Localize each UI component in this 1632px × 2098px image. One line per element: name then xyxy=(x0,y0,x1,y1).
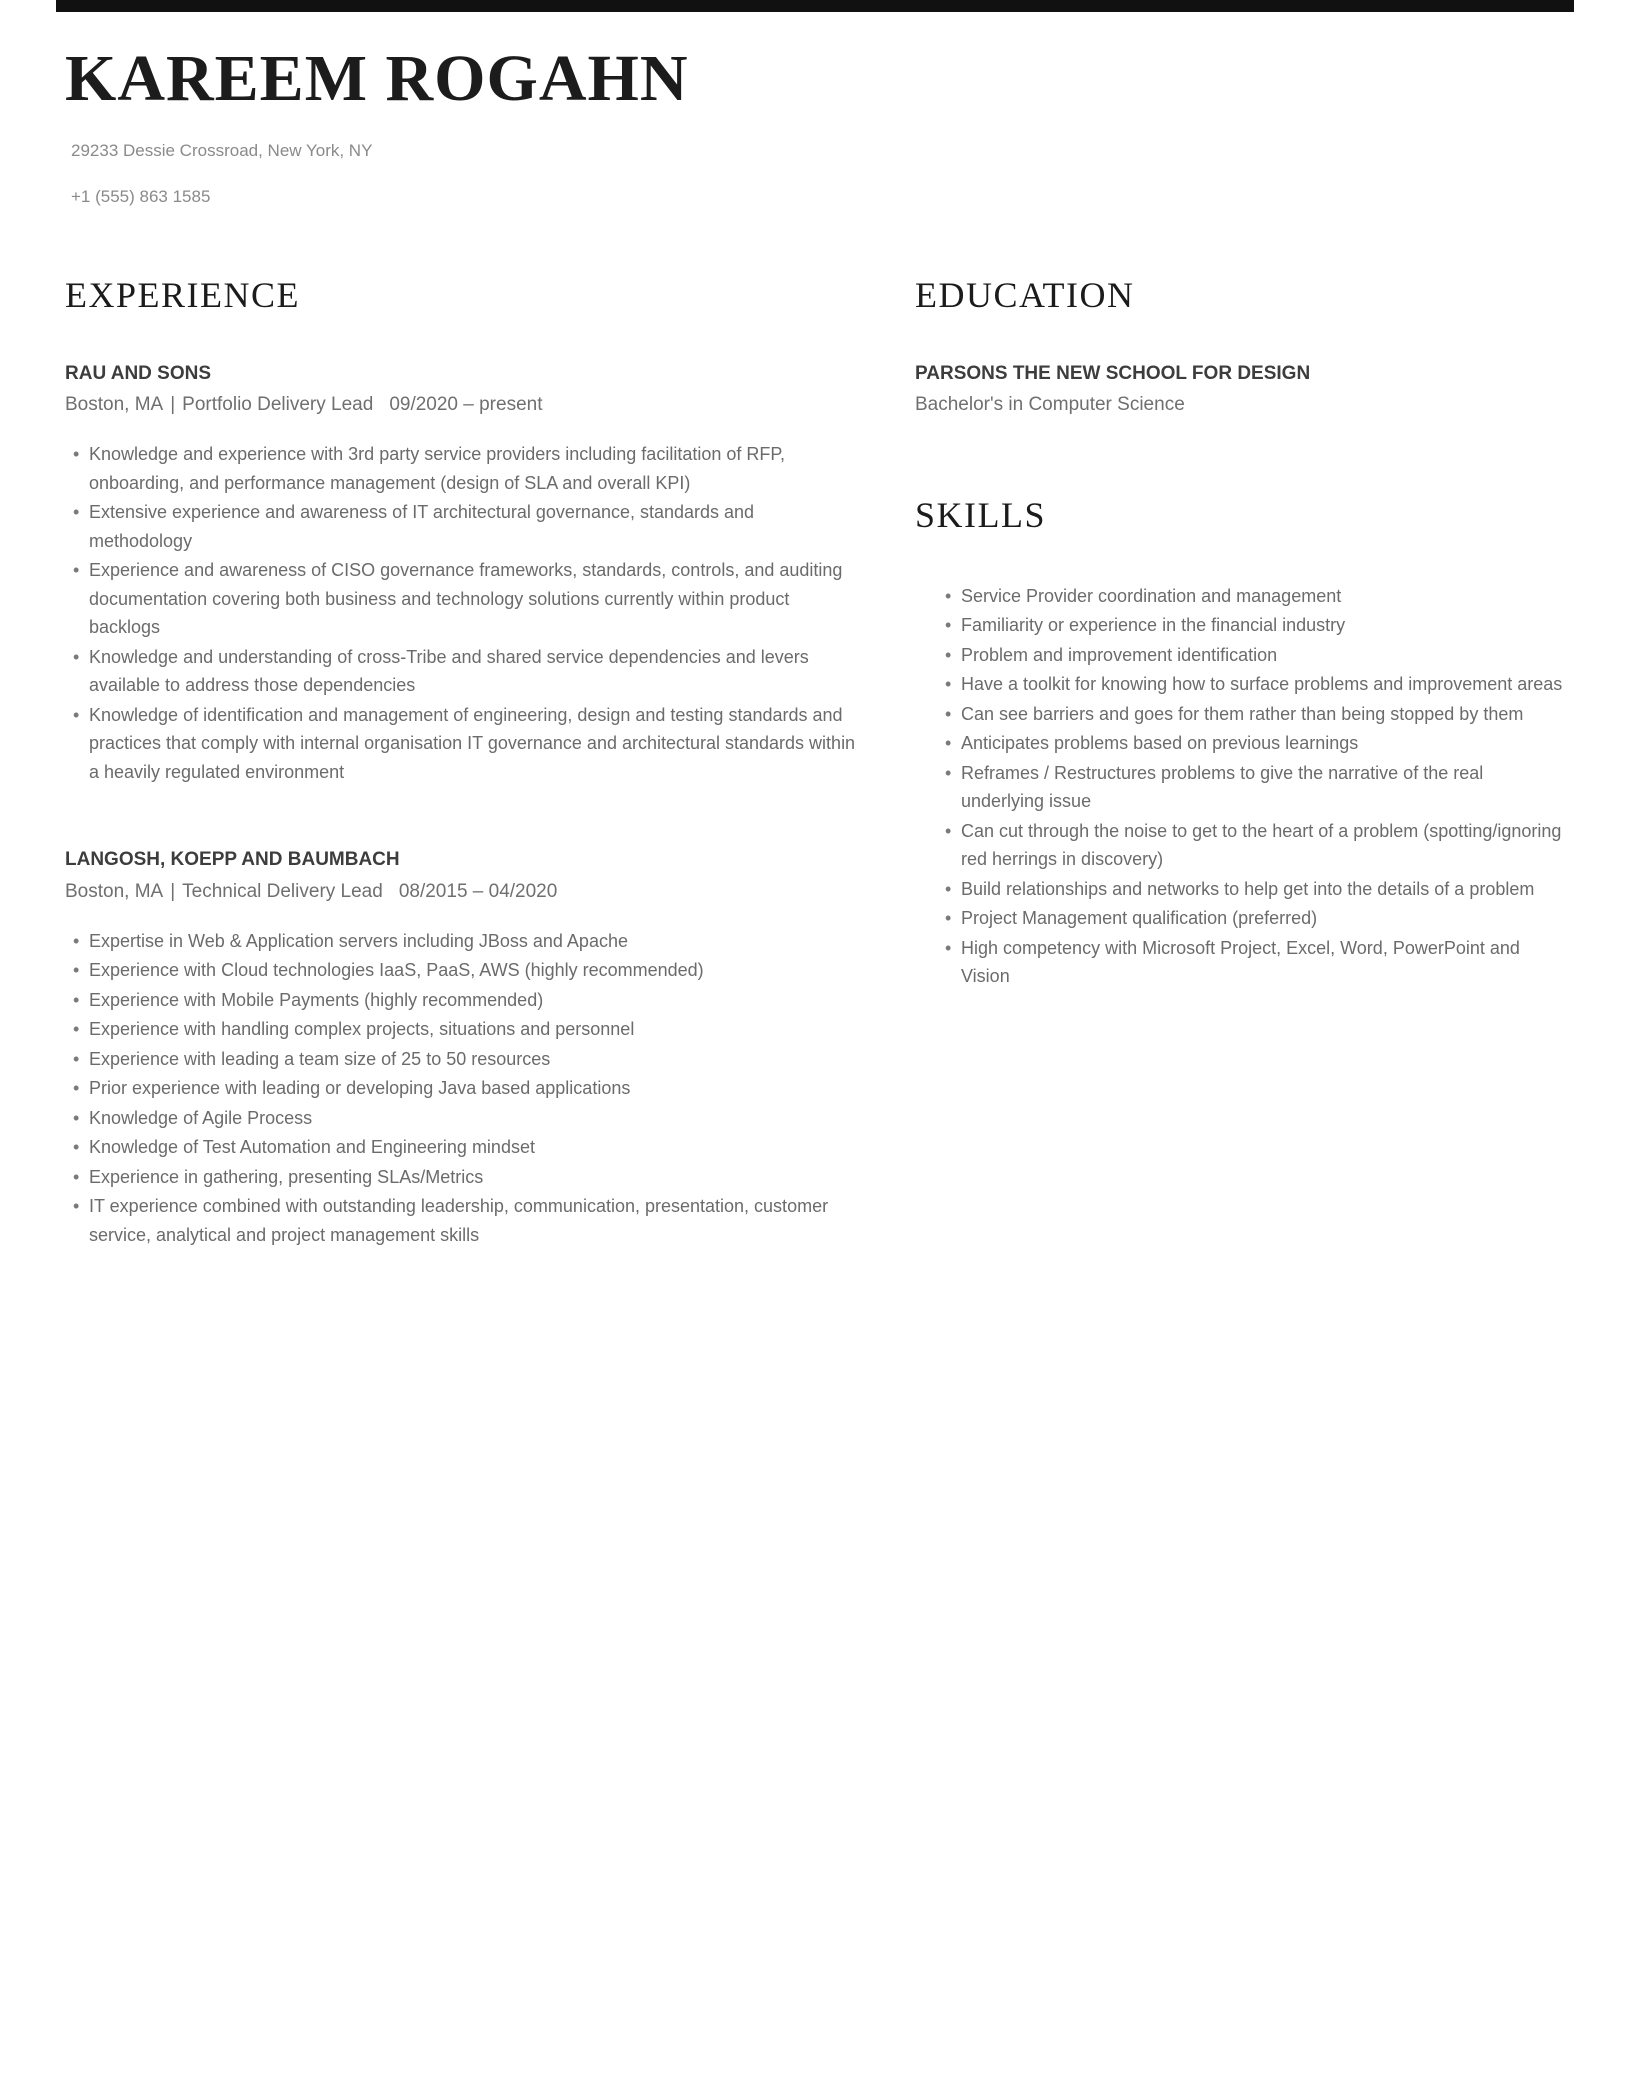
skill-item: • Service Provider coordination and management xyxy=(961,582,1565,611)
experience-title: EXPERIENCE xyxy=(65,275,300,316)
skill-item: • Have a toolkit for knowing how to surface problems and improvement areas xyxy=(961,670,1565,699)
job-entry-rau-and-sons xyxy=(65,362,860,786)
resume-header xyxy=(65,0,1570,208)
job-bullet-item: • Knowledge and understanding of cross-Tribe and shared service dependencies and levers available to address those dependencies xyxy=(89,643,860,700)
skills-title: SKILLS xyxy=(915,495,1047,536)
job-bullet-item: • Experience with handling complex projects, situations and personnel xyxy=(89,1015,860,1044)
job-meta xyxy=(65,393,860,418)
job-bullet-list xyxy=(65,440,860,786)
content-columns xyxy=(65,276,1570,1250)
skill-item: • Build relationships and networks to help get into the details of a problem xyxy=(961,875,1565,904)
top-accent-bar xyxy=(56,0,1574,12)
job-entry-langosh-koepp-baumbach xyxy=(65,848,860,1249)
skill-item: • Familiarity or experience in the financial industry xyxy=(961,611,1565,640)
job-location: Boston, MA xyxy=(65,880,164,902)
skills-list xyxy=(915,582,1565,991)
education-body xyxy=(915,362,1565,418)
right-column xyxy=(915,276,1565,1250)
job-meta xyxy=(65,880,860,905)
job-bullet-item: • Experience with Cloud technologies IaaS, PaaS, AWS (highly recommended) xyxy=(89,956,860,985)
school-name: PARSONS THE NEW SCHOOL FOR DESIGN xyxy=(915,362,1311,384)
job-bullet-item: • IT experience combined with outstanding leadership, communication, presentation, customer service, analytical and project management skills xyxy=(89,1192,860,1249)
job-bullet-item: • Experience with leading a team size of 25 to 50 resources xyxy=(89,1045,860,1074)
company-name: LANGOSH, KOEPP AND BAUMBACH xyxy=(65,849,400,871)
job-bullet-item: • Knowledge of identification and management of engineering, design and testing standards and practices that comply with internal organisation IT governance and architectural standards within a heavily regulated environment xyxy=(89,701,860,787)
job-bullet-item: • Experience with Mobile Payments (highly recommended) xyxy=(89,986,860,1015)
skill-item: • High competency with Microsoft Project, Excel, Word, PowerPoint and Vision xyxy=(961,934,1565,991)
experience-section xyxy=(65,276,860,1250)
job-bullet-item: • Knowledge of Test Automation and Engineering mindset xyxy=(89,1133,860,1162)
job-dates: 09/2020 – present xyxy=(389,394,543,416)
skill-item: • Problem and improvement identification xyxy=(961,641,1565,670)
job-bullet-item: • Experience and awareness of CISO governance frameworks, standards, controls, and auditing documentation covering both business and technology solutions currently within product backlogs xyxy=(89,556,860,642)
company-name: RAU AND SONS xyxy=(65,362,212,384)
skills-section xyxy=(915,496,1565,991)
education-section xyxy=(915,276,1565,418)
job-bullet-item: • Extensive experience and awareness of IT architectural governance, standards and methodology xyxy=(89,498,860,555)
skill-item: • Can see barriers and goes for them rather than being stopped by them xyxy=(961,700,1565,729)
job-role: Technical Delivery Lead xyxy=(182,880,383,902)
meta-separator: | xyxy=(170,880,176,902)
job-location: Boston, MA xyxy=(65,394,164,416)
job-bullet-item: • Expertise in Web & Application servers including JBoss and Apache xyxy=(89,927,860,956)
skill-item: • Project Management qualification (preferred) xyxy=(961,904,1565,933)
job-dates: 08/2015 – 04/2020 xyxy=(398,880,558,902)
education-title: EDUCATION xyxy=(915,275,1135,316)
phone-text: +1 (555) 863 1585 xyxy=(71,187,211,207)
job-bullet-item: • Knowledge and experience with 3rd party service providers including facilitation of RFP, onboarding, and performance management (design of SLA and overall KPI) xyxy=(89,440,860,497)
skill-item: • Reframes / Restructures problems to give the narrative of the real underlying issue xyxy=(961,759,1565,816)
experience-body xyxy=(65,362,860,1249)
degree-text: Bachelor's in Computer Science xyxy=(915,394,1185,416)
job-bullet-item: • Prior experience with leading or developing Java based applications xyxy=(89,1074,860,1103)
person-name: KAREEM ROGAHN xyxy=(65,42,689,115)
meta-separator: | xyxy=(170,394,176,416)
skill-item: • Can cut through the noise to get to the heart of a problem (spotting/ignoring red herrings in discovery) xyxy=(961,817,1565,874)
job-role: Portfolio Delivery Lead xyxy=(182,394,374,416)
contact-info xyxy=(65,140,1570,208)
address-text: 29233 Dessie Crossroad, New York, NY xyxy=(71,141,373,160)
job-bullet-list xyxy=(65,927,860,1250)
job-bullet-item: • Knowledge of Agile Process xyxy=(89,1104,860,1133)
skill-item: • Anticipates problems based on previous learnings xyxy=(961,729,1565,758)
job-bullet-item: • Experience in gathering, presenting SLAs/Metrics xyxy=(89,1163,860,1192)
